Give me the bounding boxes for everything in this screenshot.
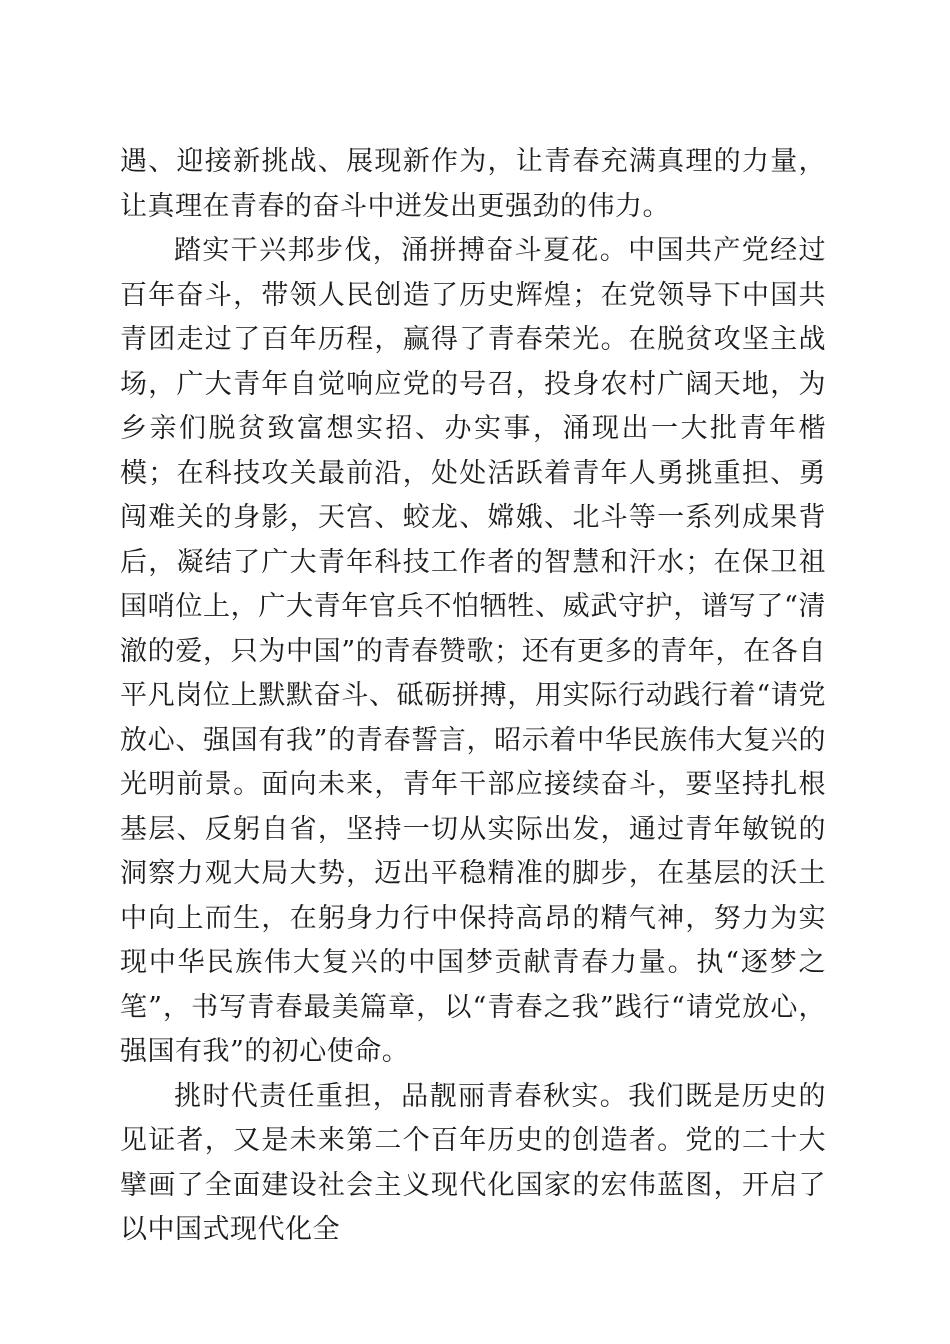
body-text xyxy=(120,140,826,1253)
paragraph-shoulder-responsibility: 挑时代责任重担，品靓丽青春秋实。我们既是历史的见证者，又是未来第二个百年历史的创造者。党的二十大擘画了全面建设社会主义现代化国家的宏伟蓝图，开启了以中国式现代化全 xyxy=(120,1080,826,1245)
paragraph-continuation: 遇、迎接新挑战、展现新作为，让青春充满真理的力量，让真理在青春的奋斗中迸发出更强劲的伟力。 xyxy=(120,146,826,222)
paragraph-practice-and-struggle: 踏实干兴邦步伐，涌拼搏奋斗夏花。中国共产党经过百年奋斗，带领人民创造了历史辉煌；在党领导下中国共青团走过了百年历程，赢得了青春荣光。在脱贫攻坚主战场，广大青年自觉响应党的号召，投身农村广阔天地，为乡亲们脱贫致富想实招、办实事，涌现出一大批青年楷模；在科技攻关最前沿，处处活跃着青年人勇挑重担、勇闯难关的身影，天宫、蛟龙、嫦娥、北斗等一系列成果背后，凝结了广大青年科技工作者的智慧和汗水；在保卫祖国哨位上，广大青年官兵不怕牺牲、威武守护，谱写了“清澈的爱，只为中国”的青春赞歌；还有更多的青年，在各自平凡岗位上默默奋斗、砥砺拼搏，用实际行动践行着“请党放心、强国有我”的青春誓言，昭示着中华民族伟大复兴的光明前景。面向未来，青年干部应接续奋斗，要坚持扎根基层、反躬自省，坚持一切从实际出发，通过青年敏锐的洞察力观大局大势，迈出平稳精准的脚步，在基层的沃土中向上而生，在躬身力行中保持高昂的精气神，努力为实现中华民族伟大复兴的中国梦贡献青春力量。执“逐梦之笔”，书写青春最美篇章，以“青春之我”践行“请党放心，强国有我”的初心使命。 xyxy=(120,235,826,1067)
